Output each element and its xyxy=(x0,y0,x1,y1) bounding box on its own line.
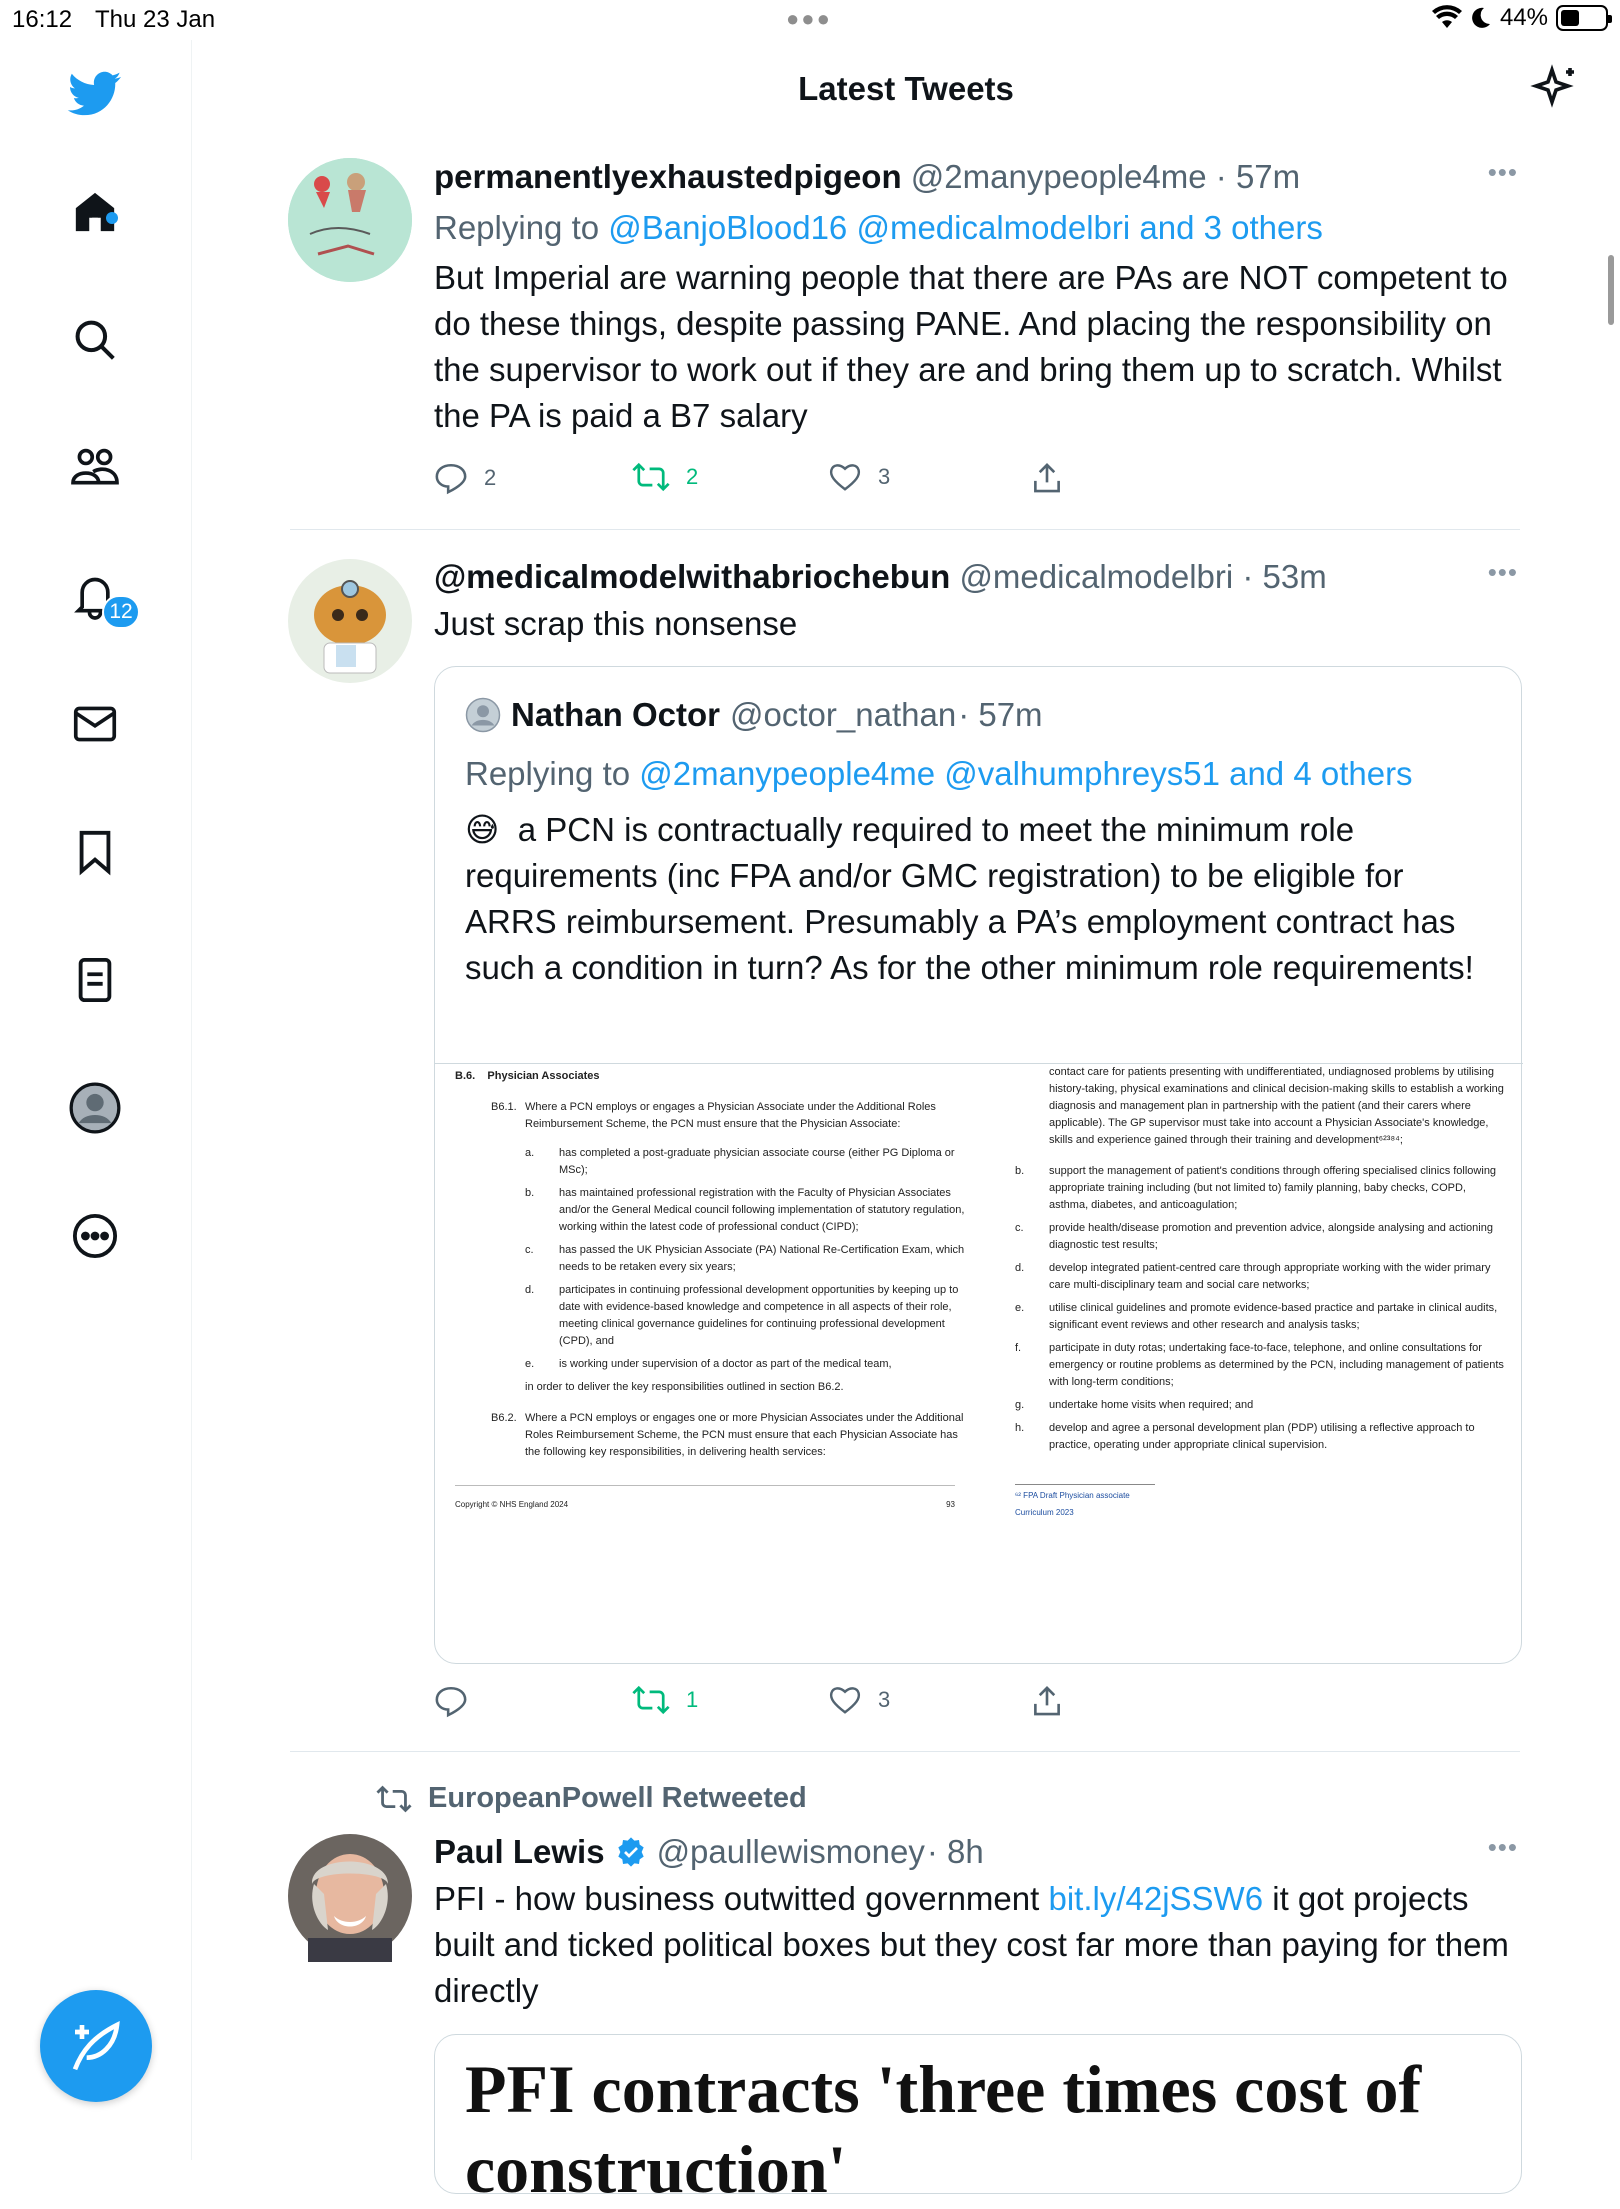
retweet-icon xyxy=(632,462,670,492)
bookmarks-icon[interactable] xyxy=(67,824,123,880)
tweet-link[interactable]: bit.ly/42jSSW6 xyxy=(1048,1880,1264,1917)
timestamp[interactable]: · 8h xyxy=(926,1833,984,1870)
avatar[interactable] xyxy=(288,1834,412,1958)
doc-list-item: f. participate in duty rotas; undertaking face-to-face, telephone, and online consultations for emergency or routine problems as determined by the PCN, including management of patients with long-term conditions; xyxy=(1015,1342,1504,1388)
reply-links[interactable]: @BanjoBlood16 @medicalmodelbri and 3 others xyxy=(608,209,1323,246)
sparkle-icon[interactable] xyxy=(1532,64,1580,117)
doc-order-text: in order to deliver the key responsibilities outlined in section B6.2. xyxy=(525,1381,844,1393)
tweet-more-icon[interactable]: ••• xyxy=(1487,1832,1518,1862)
doc-section: B.6. xyxy=(455,1070,476,1082)
retweeted-by[interactable]: EuropeanPowell Retweeted xyxy=(376,1782,807,1815)
doc-list-item: g. undertake home visits when required; and xyxy=(1015,1399,1254,1411)
unread-dot xyxy=(106,212,118,224)
reply-icon xyxy=(434,1685,468,1717)
tweet-text: But Imperial are warning people that there are PAs are NOT competent to do these things, despite passing PANE. And placing the responsibility on the supervisor to work out if they are and bring them up to scratch. Whilst the PA is paid a B7 salary xyxy=(434,259,1508,434)
tweet-divider xyxy=(290,1751,1520,1752)
tweet-actions xyxy=(434,1685,1518,1725)
doc-list-item: b. support the management of patient's conditions through offering specialised clinics following appropriate training including (but not limited to) family planning, baby checks, COPD, asthma, diabetes, and anticoagulation; xyxy=(1015,1165,1497,1211)
reply-count: 2 xyxy=(484,465,497,490)
retweet-button[interactable] xyxy=(632,1685,698,1715)
quote-reply-links[interactable]: @2manypeople4me @valhumphreys51 and 4 others xyxy=(639,755,1413,792)
share-button[interactable] xyxy=(1032,1685,1062,1717)
tweet-divider xyxy=(290,529,1520,530)
replying-to: Replying to @BanjoBlood16 @medicalmodelbri and 3 others xyxy=(434,209,1323,246)
like-button[interactable] xyxy=(828,462,890,492)
heart-icon xyxy=(828,462,862,492)
quote-handle[interactable]: @octor_nathan xyxy=(730,696,957,733)
card-headline: PFI contracts 'three times cost of construction' xyxy=(465,2051,1422,2207)
link-preview-card[interactable] xyxy=(434,2034,1522,2207)
compose-feather-icon xyxy=(68,2018,124,2074)
quote-text: 😅 a PCN is contractually required to meet the minimum role requirements (inc FPA and/or GMC registration) to be eligible for ARRS reimbursement. Presumably a PA’s employment contract has such a condition in turn? As for the other minimum role requirements! xyxy=(465,811,1474,986)
status-bar xyxy=(0,0,1620,40)
display-name[interactable]: @medicalmodelwithabriochebun xyxy=(434,558,951,595)
sweat-smile-emoji: 😅 xyxy=(465,811,500,848)
tweet-text: Just scrap this nonsense xyxy=(434,605,798,642)
compose-tweet-button[interactable] xyxy=(40,1990,152,2102)
doc-list-item: c. provide health/disease promotion and prevention advice, alongside analysing and actioning diagnostic test results; xyxy=(1015,1222,1493,1251)
doc-list-item: d. develop integrated patient-centred care through appropriate working with the wider primary care multi-disciplinary team and social care networks; xyxy=(1015,1262,1491,1291)
share-button[interactable] xyxy=(1032,462,1062,494)
share-icon xyxy=(1032,1685,1062,1717)
display-name[interactable]: Paul Lewis xyxy=(434,1833,605,1870)
handle[interactable]: @2manypeople4me xyxy=(910,158,1207,195)
doc-list-item: b. has maintained professional registration with the Faculty of Physician Associates and/or the General Medical council following implementation of statutory regulation, working within the latest code of professional conduct (CIPD); xyxy=(525,1187,965,1233)
like-count: 3 xyxy=(878,1687,891,1712)
avatar[interactable] xyxy=(288,559,412,683)
lists-icon[interactable] xyxy=(67,952,123,1008)
doc-list-item: a. has completed a post-graduate physician associate course (either PG Diploma or MSc); xyxy=(525,1147,955,1176)
battery-icon xyxy=(1556,5,1608,31)
handle[interactable]: @medicalmodelbri xyxy=(959,558,1234,595)
timestamp[interactable]: · 57m xyxy=(1215,158,1301,195)
tweet-more-icon[interactable]: ••• xyxy=(1487,557,1518,587)
doc-b62: Where a PCN employs or engages one or more Physician Associates under the Additional Roles Reimbursement Scheme, the PCN must ensure that each Physician Associate has the following key responsibilities, in delivering health services: xyxy=(525,1412,964,1458)
doc-list-item: d. participates in continuing professional development opportunities by keeping up to date with evidence-based knowledge and competence in all aspects of their role, meeting clinical governance guidelines for continuing professional development (CPD), and xyxy=(525,1284,959,1347)
doc-list-item: h. develop and agree a personal development plan (PDP) utilising a reflective approach to practice, operating under appropriate clinical supervision. xyxy=(1015,1422,1475,1451)
reply-button[interactable] xyxy=(434,1685,484,1717)
tweet-more-icon[interactable]: ••• xyxy=(1487,157,1518,187)
battery-percent: 44% xyxy=(1499,4,1548,31)
doc-right-intro: contact care for patients presenting with undifferentiated, undiagnosed problems by utilising history-taking, physical examinations and clinical decision-making skills to establish a working diagnosis and management plan in partnership with the patient (and their carers where applicable). The GP supervisor must take into account a Physician Associate's knowledge, skills and experience gained through their training and development⁶²³⁸⁴; xyxy=(1049,1066,1504,1146)
timeline-header xyxy=(192,40,1620,140)
notifications-badge: 12 xyxy=(102,595,140,629)
sidebar xyxy=(0,40,192,2160)
quote-avatar xyxy=(465,697,501,733)
scrollbar-thumb[interactable] xyxy=(1608,255,1614,325)
doc-footnote: ⁶² FPA Draft Physician associate Curriculum 2023 xyxy=(1015,1484,1155,1521)
doc-b61: Where a PCN employs or engages a Physician Associate under the Additional Roles Reimbursement Scheme, the PCN must ensure that the Physician Associate: xyxy=(525,1101,936,1130)
retweet-icon xyxy=(632,1685,670,1715)
doc-list-item: e. utilise clinical guidelines and promote evidence-based practice and partake in clinical audits, significant event reviews and other research and analysis tasks; xyxy=(1015,1302,1498,1331)
retweet-icon xyxy=(376,1785,412,1813)
heart-icon xyxy=(828,1685,862,1715)
tweet-text: PFI - how business outwitted government bit.ly/42jSSW6 it got projects built and ticked political boxes but they cost far more than paying for them directly xyxy=(434,1880,1509,2009)
profile-avatar-icon[interactable] xyxy=(67,1080,123,1136)
twitter-bird-icon[interactable] xyxy=(67,66,123,122)
retweet-button[interactable] xyxy=(632,462,698,492)
timestamp[interactable]: · 53m xyxy=(1242,558,1327,595)
retweet-count: 1 xyxy=(686,1687,699,1712)
date: Thu 23 Jan xyxy=(95,6,216,33)
search-icon[interactable] xyxy=(67,312,123,368)
display-name[interactable]: permanentlyexhaustedpigeon xyxy=(434,158,902,195)
avatar[interactable] xyxy=(288,158,412,282)
attached-document-image[interactable]: B.6. Physician Associates B6.1. Where a PCN employs or engages a Physician Associate under the Additional Roles Reimbursement Scheme, the PCN must ensure that the Physician Associate: a. has completed a post-graduate physician associate course (either PG Diploma or MSc); b. has maintained professional registration with the Faculty of Physician Associates and/or the General Medical council following implementation of statutory regulation, working within the latest code of professional conduct (CIPD); c. has passed the UK Physician Associate (PA) National Re-Certification Exam, which needs to be retaken every six years; d. participates in continuing professional development opportunities by keeping up to date with evidence-based knowledge and competence in all aspects of their role, meeting clinical governance guidelines for continuing professional development (CPD), and e. is working under supervision of a doctor as part of the medical team, in order to deliver the key responsibilities outlined in section B6.2. B6.2. Where a PCN employs or engages one or more Physician Associates under the Additional Roles Reimbursement Scheme, the PCN must ensure that each Physician Associate has the following key responsibilities, in delivering health services: Copyright © NHS England 2024 93 contact care for patients presenting with undifferentiated, undiagnosed problems by utilising history-taking, physical examinations and clinical decision-making skills to establish a working diagnosis and management plan in partnership with the patient (and their carers where applicable). The GP supervisor must take into account a Physician Associate's knowledge, skills and experience gained through their training and development⁶²³⁸⁴; b. support the management of patient's conditions through offering specialised clinics following appropriate training including (but not limited to) family planning, baby checks, COPD, asthma, diabetes, and anticoagulation; c. provide health/disease promotion and prevention advice, alongside analysing and actioning diagnostic test results; d. develop integrated patient-centred care through appropriate working with the wider primary care multi-disciplinary team and social care networks; e. utilise clinical guidelines and promote evidence-based practice and partake in clinical audits, significant event reviews and other research and analysis tasks; f. participate in duty rotas; undertaking face-to-face, telephone, and online consultations for emergency or routine problems as determined by the PCN, including management of patients with long-term conditions; g. undertake home visits when required; and h. develop and agree a personal development plan (PDP) utilising a reflective approach to practice, operating under appropriate clinical supervision. ⁶² FPA Draft Physician associate Curriculum 2023 xyxy=(435,1063,1523,1665)
reply-button[interactable] xyxy=(434,462,496,494)
quote-timestamp: · 57m xyxy=(958,696,1043,733)
handle[interactable]: @paullewismoney xyxy=(656,1833,925,1870)
wifi-icon xyxy=(1432,6,1462,30)
reply-icon xyxy=(434,462,468,494)
more-options-icon[interactable] xyxy=(67,1208,123,1264)
quote-display-name[interactable]: Nathan Octor xyxy=(511,696,721,733)
doc-list-item: e. is working under supervision of a doctor as part of the medical team, xyxy=(525,1358,892,1370)
quote-replying-to: Replying to @2manypeople4me @valhumphreys51 and 4 others xyxy=(465,755,1413,792)
doc-list-item: c. has passed the UK Physician Associate (PA) National Re-Certification Exam, which needs to be retaken every six years; xyxy=(525,1244,965,1273)
like-count: 3 xyxy=(878,464,891,489)
tweet-header xyxy=(434,1832,1518,1872)
quote-header xyxy=(465,695,1495,735)
share-icon xyxy=(1032,462,1062,494)
doc-copyright: Copyright © NHS England 2024 xyxy=(455,1500,569,1509)
verified-badge-icon xyxy=(615,1836,647,1868)
messages-icon[interactable] xyxy=(67,696,123,752)
tweet-header xyxy=(434,157,1518,197)
communities-icon[interactable] xyxy=(67,440,123,496)
clock: 16:12 xyxy=(12,6,73,33)
like-button[interactable] xyxy=(828,1685,890,1715)
moon-icon xyxy=(1470,6,1492,30)
tweet-header xyxy=(434,557,1518,597)
multitasking-dots-icon[interactable]: ●●● xyxy=(786,6,832,31)
quoted-tweet[interactable] xyxy=(434,666,1522,1664)
page-title: Latest Tweets xyxy=(798,70,1014,107)
doc-page-number: 93 xyxy=(946,1500,955,1509)
doc-section-title: Physician Associates xyxy=(487,1070,600,1082)
retweet-count: 2 xyxy=(686,464,699,489)
